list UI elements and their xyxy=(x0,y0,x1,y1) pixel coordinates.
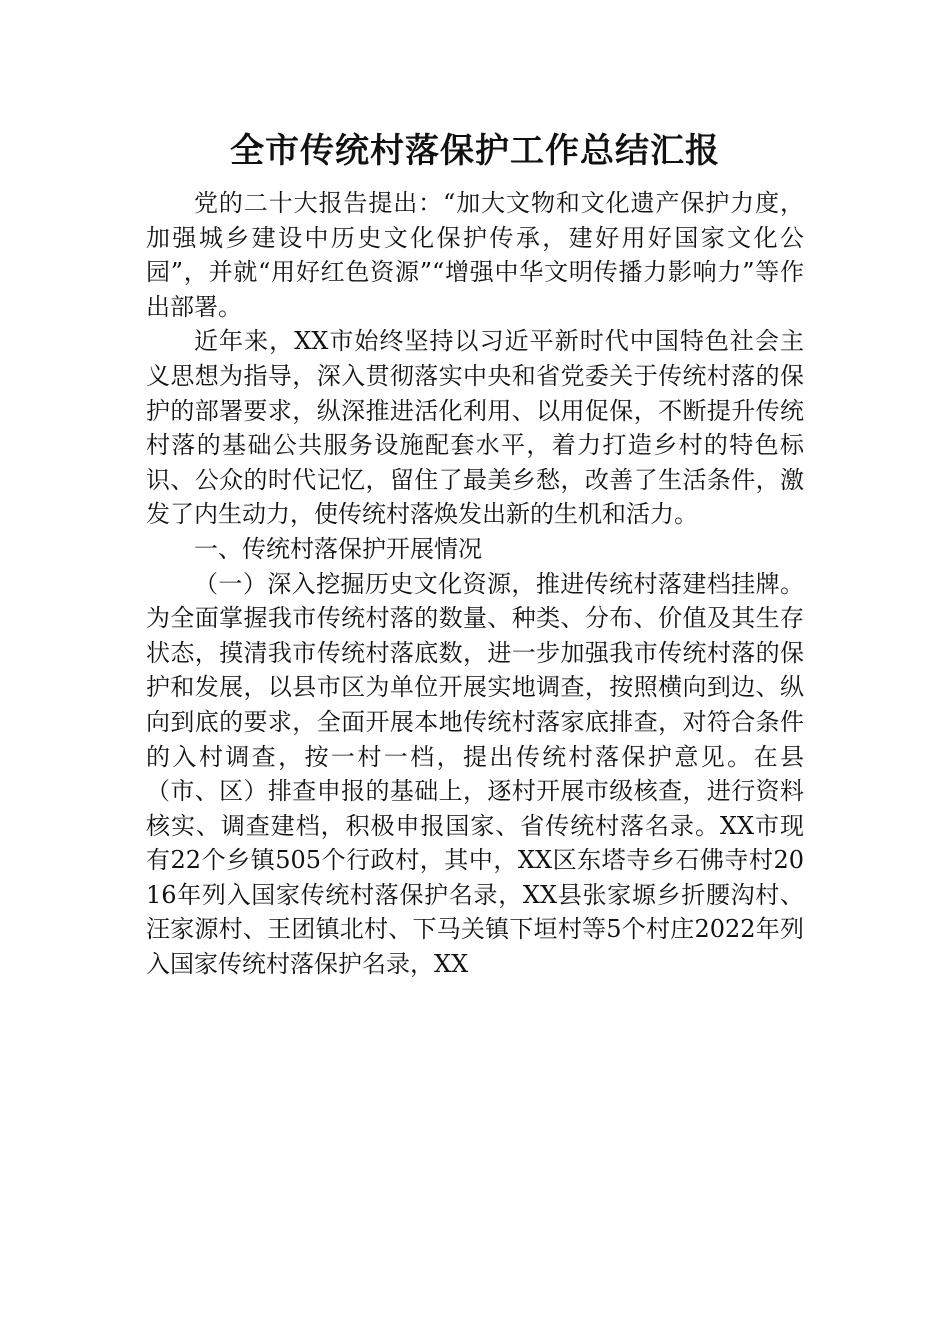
document-title: 全市传统村落保护工作总结汇报 xyxy=(230,131,720,171)
document-body xyxy=(146,186,804,982)
paragraph-section-one xyxy=(146,567,804,982)
section-heading: 一、传统村落保护开展情况 xyxy=(194,534,482,563)
subsection-lead: （一）深入挖掘历史文化资源，推进传统村落建档挂牌。 xyxy=(194,569,804,598)
subsection-body: 为全面掌握我市传统村落的数量、种类、分布、价值及其生存状态，摸清我市传统村落底数，进一步加强我市传统村落的保护和发展，以县市区为单位开展实地调查，按照横向到边、纵向到底的要求，全面开展本地传统村落家底排查，对符合条件的入村调查，按一村一档，提出传统村落保护意见。在县（市、区）排查申报的基础上，逐村开展市级核查，进行资料核实、调查建档，积极申报国家、省传统村落名录。XX市现有22个乡镇505个行政村，其中，XX区东塔寺乡石佛寺村2016年列入国家传统村落保护名录，XX县张家塬乡折腰沟村、汪家源村、王团镇北村、下马关镇下垣村等5个村庄2022年列入国家传统村落保护名录，XX xyxy=(146,604,804,979)
paragraph-overview: 近年来，XX市始终坚持以习近平新时代中国特色社会主义思想为指导，深入贯彻落实中央和省党委关于传统村落的保护的部署要求，纵深推进活化利用、以用促保，不断提升传统村落的基础公共服务设施配套水平，着力打造乡村的特色标识、公众的时代记忆，留住了最美乡愁，改善了生活条件，激发了内生动力，使传统村落焕发出新的生机和活力。 xyxy=(146,327,804,529)
paragraph-intro: 党的二十大报告提出：“加大文物和文化遗产保护力度，加强城乡建设中历史文化保护传承，建好用好国家文化公园”，并就“用好红色资源”“增强中华文明传播力影响力”等作出部署。 xyxy=(146,189,804,321)
